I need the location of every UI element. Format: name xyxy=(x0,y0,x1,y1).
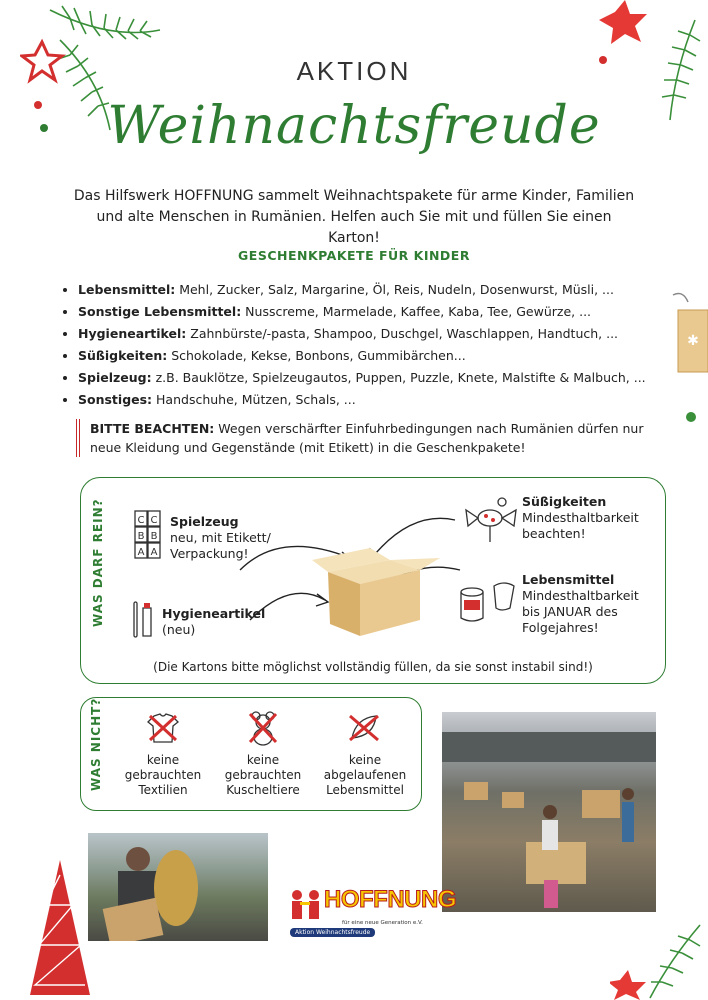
list-item: • Lebensmittel: Mehl, Zucker, Salz, Margarine, Öl, Reis, Nudeln, Dosenwurst, Müsli, ... xyxy=(78,279,678,301)
allowed-footer: (Die Kartons bitte möglichst vollständig füllen, da sie sonst instabil sind!) xyxy=(153,660,593,674)
list-item: • Hygieneartikel: Zahnbürste/-pasta, Shampoo, Duschgel, Waschlappen, Handtuch, ... xyxy=(78,323,678,345)
blocks-icon xyxy=(133,509,163,561)
svg-text:A: A xyxy=(137,547,145,558)
svg-text:A: A xyxy=(150,547,158,558)
svg-text:B: B xyxy=(150,531,158,542)
bottom-right-decoration xyxy=(610,920,708,1000)
notice-box xyxy=(76,419,650,457)
decoration-dot xyxy=(686,412,696,422)
bottom-left-tree-decoration xyxy=(25,855,95,1000)
svg-text:C: C xyxy=(150,515,158,526)
allowed-title: WAS DARF REIN? xyxy=(91,498,105,627)
list-item: • Sonstiges: Handschuhe, Mützen, Schals, ... xyxy=(78,389,678,411)
photo-children-with-boxes xyxy=(442,712,656,912)
list-item: • Spielzeug: z.B. Bauklötze, Spielzeugautos, Puppen, Puzzle, Knete, Malstifte & Malbuch, ... xyxy=(78,367,678,389)
not-allowed-item: keine gebrauchten Kuscheltiere xyxy=(224,753,302,797)
list-item: • Sonstige Lebensmittel: Nusscreme, Marmelade, Kaffee, Kaba, Tee, Gewürze, ... xyxy=(78,301,678,323)
not-allowed-item: keine gebrauchten Textilien xyxy=(124,753,202,797)
notice-key: BITTE BEACHTEN: xyxy=(90,421,215,436)
logo-figures xyxy=(288,888,328,924)
cardboard-box-illustration xyxy=(220,500,480,640)
svg-text:✱: ✱ xyxy=(687,333,699,349)
hygiene-label: Hygieneartikel (neu) xyxy=(162,606,266,637)
aktion-heading: AKTION xyxy=(296,56,412,86)
photo-man-with-sack xyxy=(88,833,268,941)
no-textiles-icon xyxy=(146,712,180,744)
list-item: • Süßigkeiten: Schokolade, Kekse, Bonbons, Gummibärchen... xyxy=(78,345,678,367)
subtitle: GESCHENKPAKETE FÜR KINDER xyxy=(238,248,470,263)
campaign-title: Weihnachtsfreude xyxy=(107,96,601,156)
intro-text: Das Hilfswerk HOFFNUNG sammelt Weihnachtspakete für arme Kinder, Familien und alte Menschen in Rumänien. Helfen auch Sie mit und füllen Sie einen Karton! xyxy=(73,188,635,246)
svg-text:C: C xyxy=(137,515,145,526)
no-plush-icon xyxy=(246,710,280,746)
not-allowed-title: WAS NICHT? xyxy=(89,697,103,791)
sweets-label: Süßigkeiten Mindesthaltbarkeit beachten! xyxy=(522,494,639,541)
toy-label: Spielzeug neu, mit Etikett/ Verpackung! xyxy=(170,514,271,561)
svg-text:B: B xyxy=(137,531,145,542)
contents-list xyxy=(58,279,678,411)
hoffnung-logo xyxy=(288,884,456,940)
logo-wordmark: HOFFNUNG xyxy=(324,886,456,913)
notice-text: Wegen verschärfter Einfuhrbedingungen nach Rumänien dürfen nur neue Kleidung und Gegenstände (mit Etikett) in die Geschenkpakete! xyxy=(90,421,644,455)
food-label: Lebensmittel Mindesthaltbarkeit bis JANUAR des Folgejahres! xyxy=(522,572,639,635)
toothbrush-icon xyxy=(131,600,155,640)
no-expired-food-icon xyxy=(346,712,382,744)
logo-badge: Aktion Weihnachtsfreude xyxy=(290,928,375,937)
logo-tagline: für eine neue Generation e.V. xyxy=(342,920,423,926)
not-allowed-item: keine abgelaufenen Lebensmittel xyxy=(323,753,407,797)
